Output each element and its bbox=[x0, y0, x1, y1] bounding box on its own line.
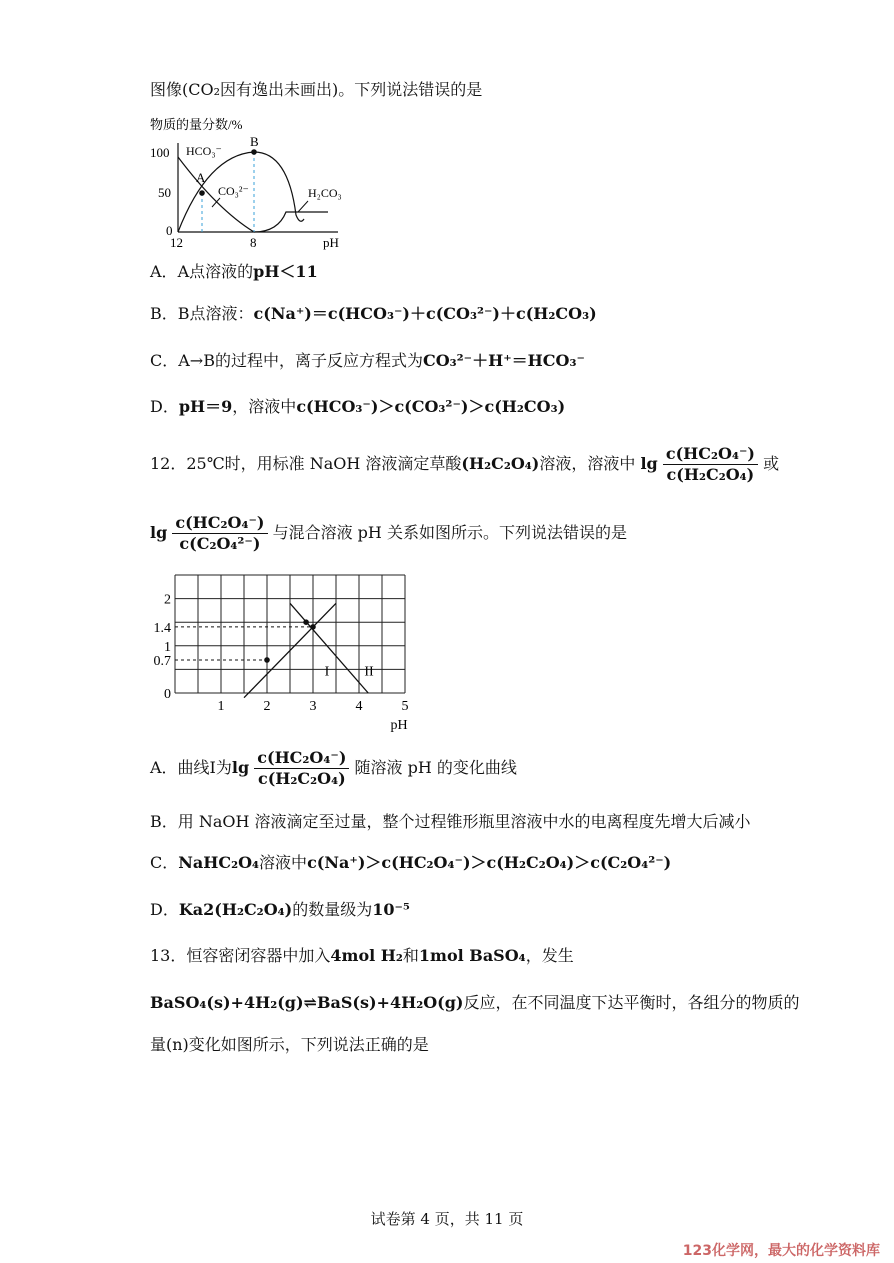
q12-xtick: 5 bbox=[401, 699, 409, 714]
q11-point-a-label: A bbox=[196, 170, 206, 185]
q12-xtick: 4 bbox=[355, 699, 363, 714]
q11-ylabel: 物质的量分数/% bbox=[150, 117, 243, 132]
q11-option-d: D．pH＝9，溶液中c(HCO₃⁻)＞c(CO₃²⁻)＞c(H₂CO₃) bbox=[150, 397, 566, 416]
q12-label-series-1: I bbox=[324, 664, 330, 680]
q12-xlabel: pH bbox=[390, 718, 408, 733]
q11-point-a bbox=[199, 190, 205, 196]
q12-xtick: 2 bbox=[263, 699, 271, 714]
q12-option-a-fraction: $\frac{\text{c(HC₂O₄⁻)}}{\text{c(H₂C₂O₄)}}$ bbox=[254, 748, 349, 789]
q12-fraction-1: $\frac{\text{c(HC₂O₄⁻)}}{\text{c(H₂C₂O₄)}}$ bbox=[663, 444, 758, 485]
q12-ytick: 0.7 bbox=[153, 653, 171, 669]
q11-chart bbox=[148, 115, 358, 250]
q11-option-a: A．A点溶液的pH＜11 bbox=[150, 262, 318, 281]
q12-option-a: A．曲线I为lg $\frac{\text{c(HC₂O₄⁻)}}{\text{c(H₂C₂O₄)}}$ 随溶液 pH 的变化曲线 bbox=[150, 748, 517, 788]
q11-option-b: B．B点溶液：c(Na⁺)＝c(HCO₃⁻)＋c(CO₃²⁻)＋c(H₂CO₃) bbox=[150, 304, 597, 323]
q11-point-b bbox=[251, 149, 257, 155]
q12-series-line-2 bbox=[290, 603, 368, 693]
q12-chart bbox=[150, 568, 420, 736]
q11-option-c: C．A→B的过程中，离子反应方程式为CO₃²⁻＋H⁺＝HCO₃⁻ bbox=[150, 351, 585, 370]
q11-xlabel: pH bbox=[323, 235, 339, 250]
q12-point-2 bbox=[303, 619, 309, 625]
q13-line1: 13．恒容密闭容器中加入4mol H₂和1mol BaSO₄，发生 bbox=[150, 946, 574, 965]
q12-point-1 bbox=[264, 657, 270, 663]
q12-ytick: 1 bbox=[164, 639, 171, 655]
watermark: 123化学网，最大的化学资料库 bbox=[682, 1243, 880, 1259]
q11-ytick-0: 0 bbox=[166, 223, 173, 238]
q12-ytick: 1.4 bbox=[153, 620, 171, 636]
q11-ytick-100: 100 bbox=[150, 145, 170, 160]
page-number: 试卷第 4 页，共 11 页 bbox=[370, 1210, 524, 1228]
q11-xtick-12: 12 bbox=[170, 235, 183, 250]
q12-ytick: 0 bbox=[164, 687, 171, 702]
q12-label-series-2: II bbox=[364, 664, 374, 680]
q11-point-b-label: B bbox=[250, 134, 259, 149]
q12-point-3 bbox=[310, 624, 316, 630]
q13-line3: 量(n)变化如图所示，下列说法正确的是 bbox=[150, 1035, 429, 1054]
q12-stem-line2: lg $\frac{\text{c(HC₂O₄⁻)}}{\text{c(C₂O₄²⁻)}}$ 与混合溶液 pH 关系如图所示。下列说法错误的是 bbox=[150, 513, 627, 553]
q12-ytick: 2 bbox=[164, 592, 171, 608]
q12-xtick: 3 bbox=[309, 699, 317, 714]
q12-xtick: 1 bbox=[217, 699, 225, 714]
q11-curve-h2co3 bbox=[254, 212, 328, 232]
q11-xtick-8: 8 bbox=[250, 235, 257, 250]
q11-ytick-50: 50 bbox=[158, 185, 171, 200]
q12-fraction-2: $\frac{\text{c(HC₂O₄⁻)}}{\text{c(C₂O₄²⁻)}}$ bbox=[172, 513, 267, 554]
q12-stem-line1: 12．25℃时，用标准 NaOH 溶液滴定草酸(H₂C₂O₄)溶液，溶液中 lg $\frac{\text{c(HC₂O₄⁻)}}{\text{c(H₂C₂O₄)}}$ 或 bbox=[150, 444, 780, 484]
q12-option-b: B．用 NaOH 溶液滴定至过量，整个过程锥形瓶里溶液中水的电离程度先增大后减小 bbox=[150, 812, 751, 831]
q11-label-hco3: HCO₃⁻ bbox=[186, 144, 222, 158]
intro-line: 图像(CO₂因有逸出未画出)。下列说法错误的是 bbox=[150, 80, 483, 99]
q12-option-d: D．Ka2(H₂C₂O₄)的数量级为10⁻⁵ bbox=[150, 900, 410, 919]
q11-label-h2co3: H₂CO₃ bbox=[308, 186, 342, 200]
q13-line2: BaSO₄(s)+4H₂(g)⇌BaS(s)+4H₂O(g)反应，在不同温度下达平衡时，各组分的物质的 bbox=[150, 993, 800, 1012]
q11-label-co3: CO₃²⁻ bbox=[218, 184, 249, 198]
q12-option-c: C．NaHC₂O₄溶液中c(Na⁺)＞c(HC₂O₄⁻)＞c(H₂C₂O₄)＞c(C₂O₄²⁻) bbox=[150, 853, 672, 872]
